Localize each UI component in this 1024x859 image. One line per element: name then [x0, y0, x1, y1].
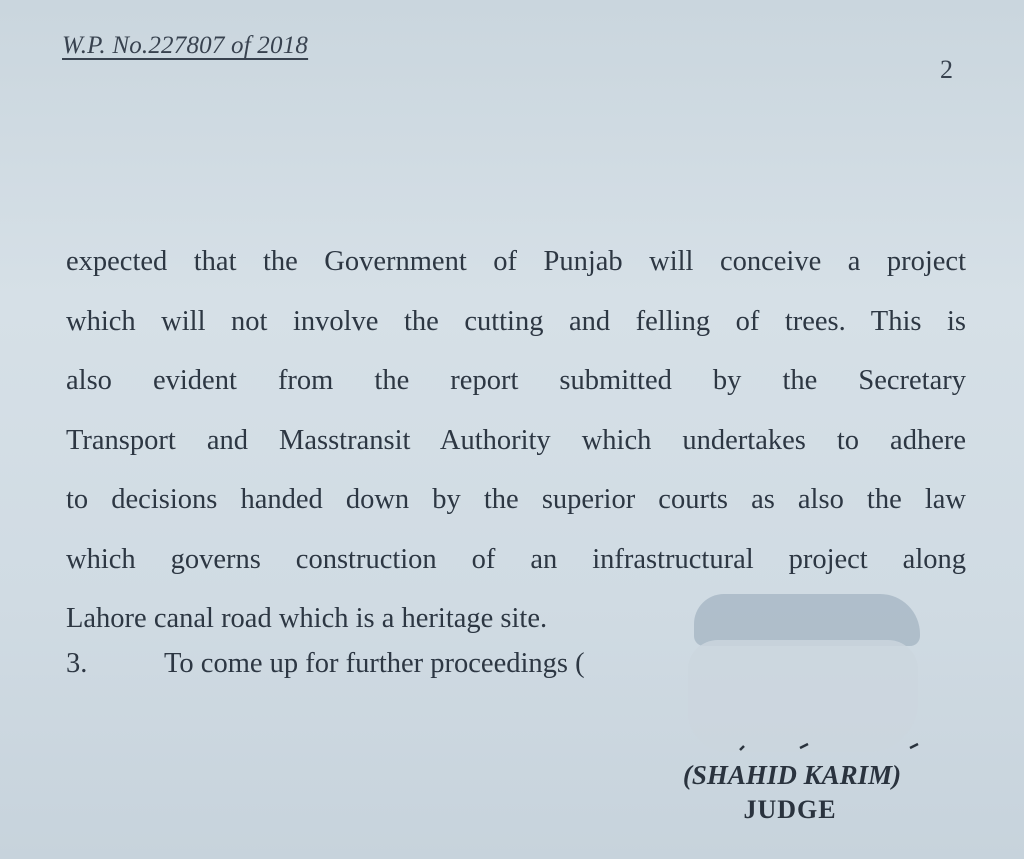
redaction-blur	[688, 640, 918, 752]
body-line: also evident from the report submitted by the Secretary	[66, 365, 966, 396]
body-paragraph	[66, 232, 966, 649]
signature-block	[652, 760, 932, 825]
case-reference: W.P. No.227807 of 2018	[62, 32, 309, 59]
signature-ink-marks	[730, 740, 930, 754]
page-number: 2	[940, 55, 953, 84]
body-line: which governs construction of an infrastructural project along	[66, 543, 966, 575]
paragraph-3-text: To come up for further proceedings (	[164, 648, 585, 679]
judge-name: (SHAHID KARIM)	[682, 760, 902, 790]
body-line: to decisions handed down by the superior courts as also the law	[66, 484, 966, 515]
body-line: expected that the Government of Punjab will conceive a project	[66, 246, 966, 277]
body-line: Lahore canal road which is a heritage site.	[66, 603, 548, 634]
paragraph-number: 3.	[66, 648, 88, 679]
body-line: which will not involve the cutting and felling of trees. This is	[66, 305, 966, 337]
redaction-mark	[694, 594, 920, 646]
judge-title: JUDGE	[743, 795, 837, 824]
paragraph-3	[66, 648, 585, 680]
body-line: Transport and Masstransit Authority which undertakes to adhere	[66, 424, 966, 456]
